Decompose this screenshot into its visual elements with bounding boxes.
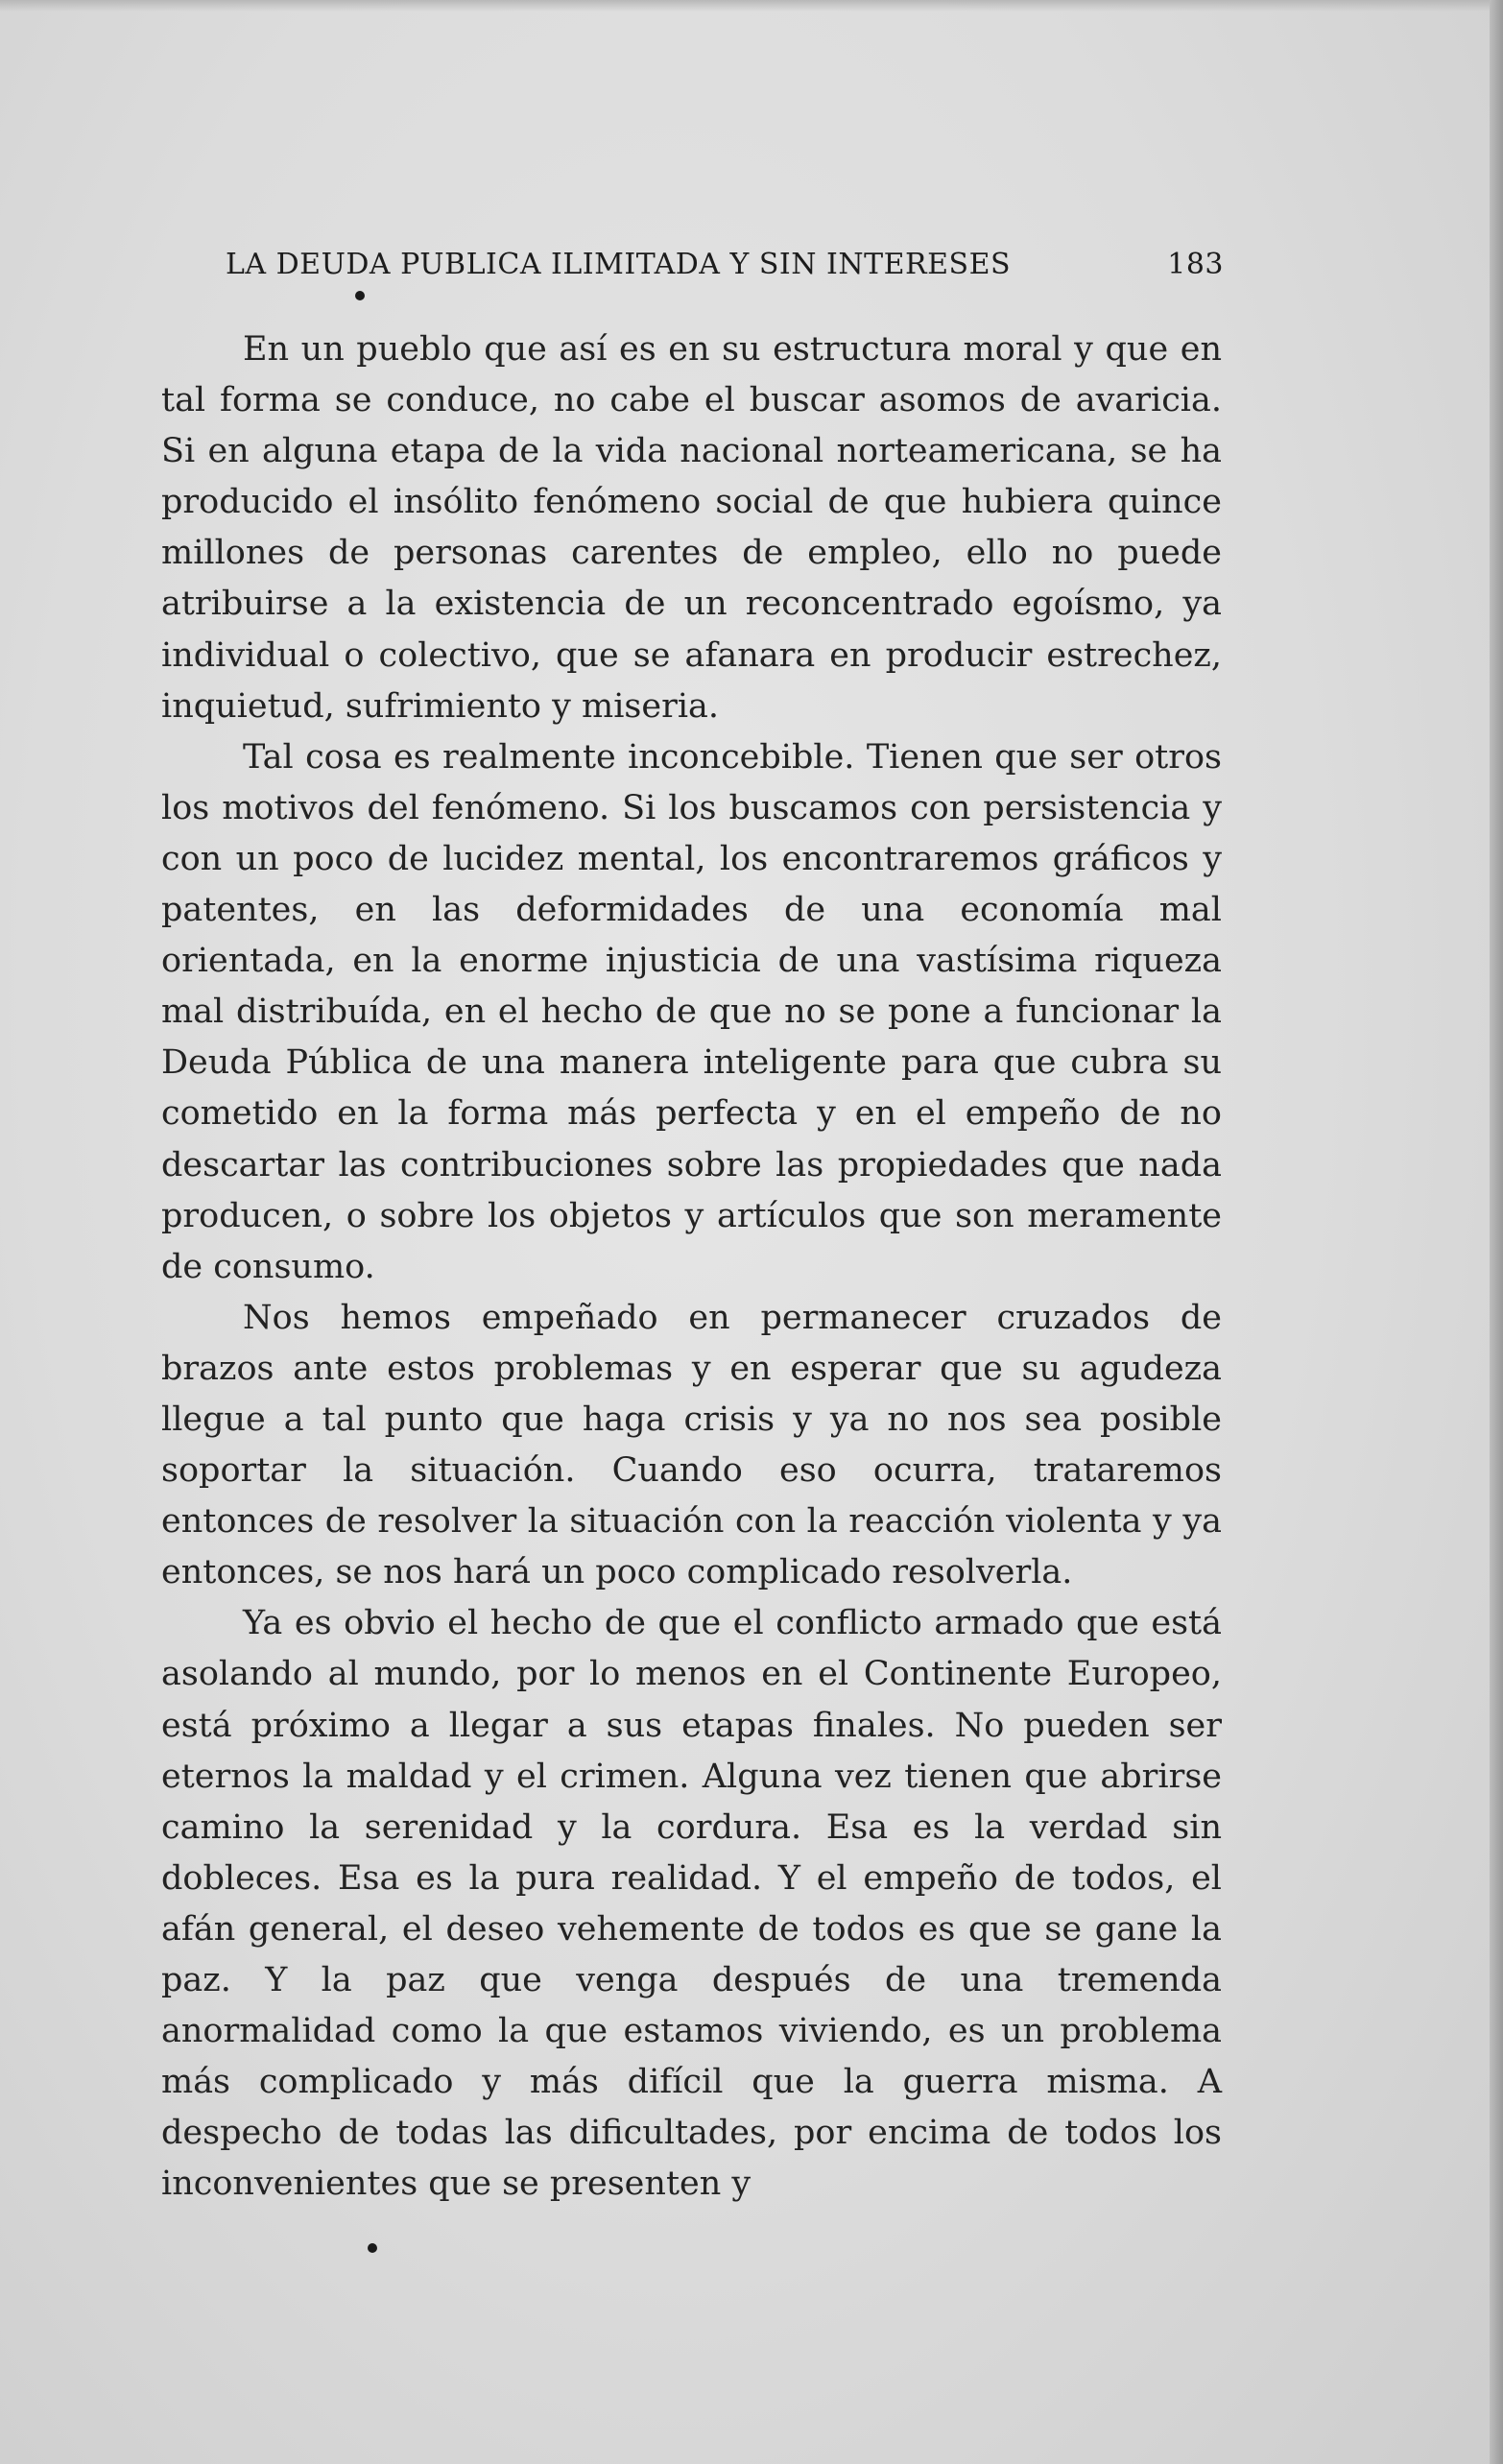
page-number: 183: [1167, 248, 1224, 281]
ink-speck: [368, 2243, 377, 2253]
paragraph-3: Nos hemos empeñado en permanecer cruzados de brazos ante estos problemas y en esperar que su agudeza llegue a tal punto que haga crisis y ya no nos sea posible soportar la situación. Cuando eso ocurra, trataremos entonces de resolver la situación con la reacción violenta y ya entonces, se nos hará un poco complicado resolverla.: [161, 1298, 1222, 1592]
running-header: [226, 248, 1224, 281]
page-top-shadow: [0, 0, 1503, 12]
page-right-edge: [1490, 0, 1503, 2464]
paragraph-4: Ya es obvio el hecho de que el conflicto armado que está asolando al mundo, por lo menos en el Continente Europeo, está próximo a llegar a sus etapas finales. No pueden ser eternos la maldad y el crimen. Alguna vez tienen que abrirse camino la serenidad y la cordura. Esa es la verdad sin dobleces. Esa es la pura realidad. Y el empeño de todos, el afán general, el deseo vehemente de todos es que se gane la paz. Y la paz que venga después de una tremenda anormalidad como la que estamos viviendo, es un problema más complicado y más difícil que la guerra misma. A despecho de todas las dificultades, por encima de todos los inconvenientes que se presenten y: [161, 1604, 1222, 2204]
body-text: [161, 324, 1222, 2210]
paragraph-2: Tal cosa es realmente inconcebible. Tienen que ser otros los motivos del fenómeno. Si los buscamos con persistencia y con un poco de lucidez mental, los encontraremos gráficos y patentes, en las deformidades de una economía mal orientada, en la enorme injusticia de una vastísima riqueza mal distribuída, en el hecho de que no se pone a funcionar la Deuda Pública de una manera inteligente para que cubra su cometido en la forma más perfecta y en el empeño de no descartar las contribuciones sobre las propiedades que nada producen, o sobre los objetos y artículos que son meramente de consumo.: [161, 737, 1222, 1286]
ink-speck: [355, 291, 365, 300]
running-title: LA DEUDA PUBLICA ILIMITADA Y SIN INTERESES: [226, 248, 1012, 281]
paragraph-1: En un pueblo que así es en su estructura moral y que en tal forma se conduce, no cabe el buscar asomos de avaricia. Si en alguna etapa de la vida nacional norteamericana, se ha producido el insólito fenómeno social de que hubiera quince millones de personas carentes de empleo, ello no puede atribuirse a la existencia de un reconcentrado egoísmo, ya individual o colectivo, que se afanara en producir estrechez, inquietud, sufrimiento y miseria.: [161, 330, 1222, 726]
